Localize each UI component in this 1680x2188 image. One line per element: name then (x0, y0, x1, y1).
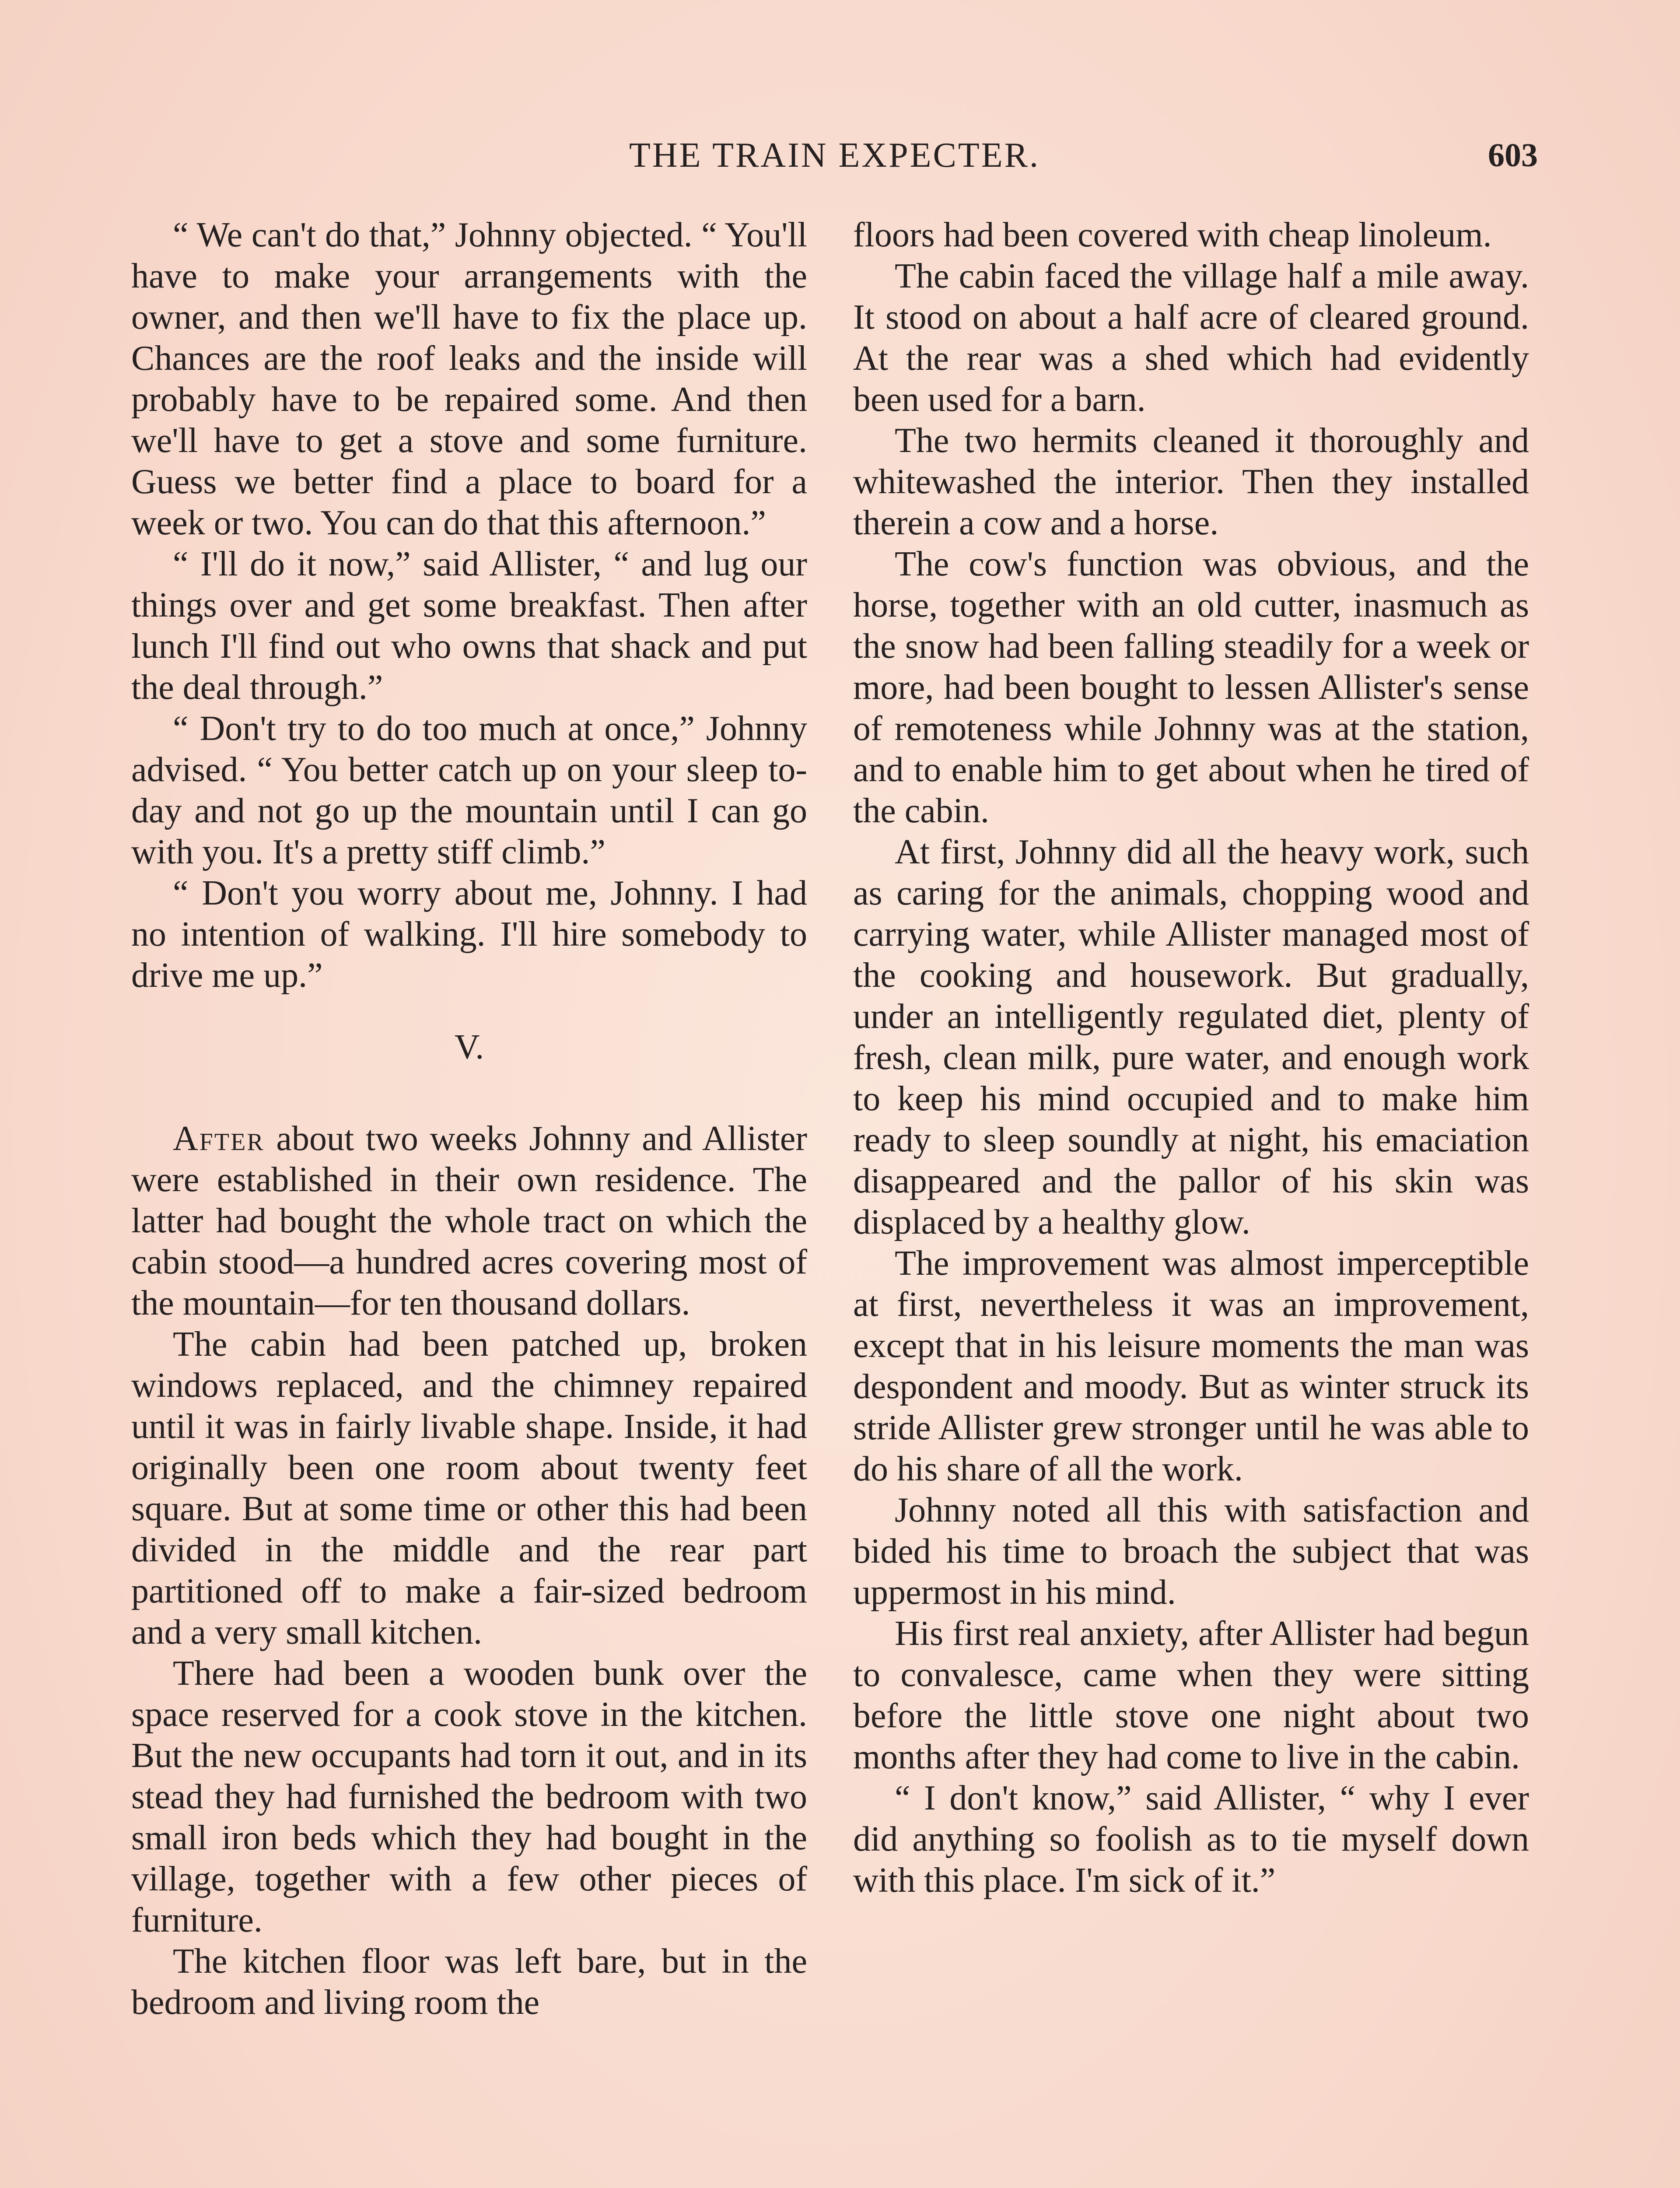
left-column (131, 214, 807, 2023)
paragraph: The cabin faced the village half a mile away. It stood on about a half acre of cleared ground. At the rear was a shed which had evidently been used for a barn. (853, 257, 1529, 419)
section-heading: V. (454, 1028, 484, 1066)
paragraph: The kitchen floor was left bare, but in the bedroom and living room the (131, 1942, 807, 2022)
paragraph: At first, Johnny did all the heavy work, such as caring for the animals, chopping wood and carrying water, while Allister managed most of the cooking and housework. But gradually, under an intelligently regulated diet, plenty of fresh, clean milk, pure water, and enough work to keep his mind occupied and to make him ready to sleep soundly at night, his emaciation disappeared and the pallor of his skin was displaced by a healthy glow. (853, 833, 1529, 1241)
paragraph: The improvement was almost imperceptible at first, nevertheless it was an improvement, except that in his leisure moments the man was despondent and moody. But as winter struck its stride Allister grew stronger until he was able to do his share of all the work. (853, 1244, 1529, 1488)
page-header (131, 131, 1538, 184)
right-column (853, 214, 1529, 1901)
page-number: 603 (1488, 137, 1538, 174)
paragraph: There had been a wooden bunk over the space reserved for a cook stove in the kitchen. But the new occupants had torn it out, and in its stead they had furnished the bedroom with two small iron beds which they had bought in the village, together with a few other pieces of furniture. (131, 1654, 807, 1939)
paragraph-text: about two weeks Johnny and Allister were established in their own residence. The latter had bought the whole tract on which the cabin stood—a hundred acres covering most of the mountain—for ten thousand dollars. (131, 1119, 807, 1322)
paragraph: The cabin had been patched up, broken windows replaced, and the chimney repaired until it was in fairly livable shape. Inside, it had originally been one room about twenty feet square. But at some time or other this had been divided in the middle and the rear part partitioned off to make a fair-sized bedroom and a very small kitchen. (131, 1325, 807, 1652)
lead-word: After (173, 1119, 265, 1158)
paragraph: Johnny noted all this with satisfaction and bided his time to broach the subject that was uppermost in his mind. (853, 1491, 1529, 1612)
paragraph: The cow's function was obvious, and the horse, together with an old cutter, inasmuch as the snow had been falling steadily for a week or more, had been bought to lessen Allister's sense of remoteness while Johnny was at the station, and to enable him to get about when he tired of the cabin. (853, 545, 1529, 830)
paragraph: His first real anxiety, after Allister had begun to convalesce, came when they were sitting before the little stove one night about two months after they had come to live in the cabin. (853, 1614, 1529, 1776)
paragraph: “ Don't you worry about me, Johnny. I had no intention of walking. I'll hire somebody to drive me up.” (131, 874, 807, 995)
paragraph-continued: floors had been covered with cheap linoleum. (853, 216, 1492, 254)
running-title: THE TRAIN EXPECTER. (629, 136, 1040, 175)
paragraph: “ Don't try to do too much at once,” Johnny advised. “ You better catch up on your sleep to-day and not go up the mountain until I can go with you. It's a pretty stiff climb.” (131, 709, 807, 871)
paragraph: “ I'll do it now,” said Allister, “ and lug our things over and get some breakfast. Then after lunch I'll find out who owns that shack and put the deal through.” (131, 545, 807, 707)
paragraph: “ I don't know,” said Allister, “ why I ever did anything so foolish as to tie myself down with this place. I'm sick of it.” (853, 1779, 1529, 1900)
paragraph (131, 1118, 807, 1324)
paragraph: “ We can't do that,” Johnny objected. “ You'll have to make your arrangements with the owner, and then we'll have to fix the place up. Chances are the roof leaks and the inside will probably have to be repaired some. And then we'll have to get a stove and some furniture. Guess we better find a place to board for a week or two. You can do that this afternoon.” (131, 216, 807, 542)
paragraph: The two hermits cleaned it thoroughly and whitewashed the interior. Then they installed therein a cow and a horse. (853, 421, 1529, 542)
